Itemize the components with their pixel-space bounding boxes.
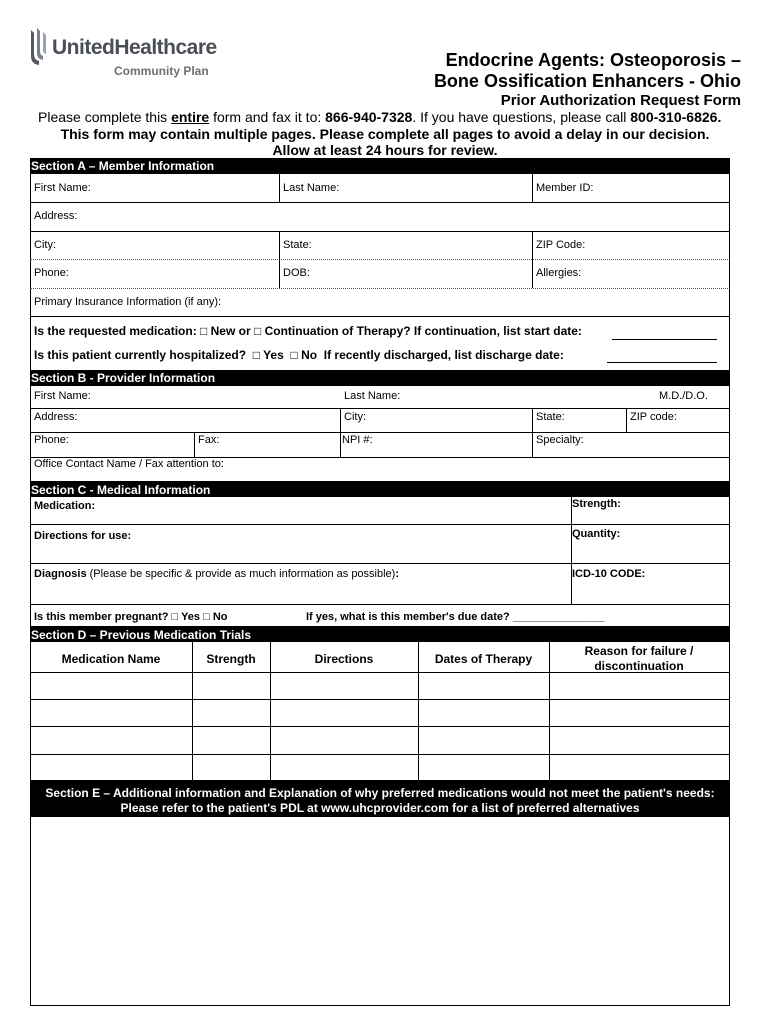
additional-info-textarea[interactable]: [31, 818, 729, 1005]
icd10-field[interactable]: ICD-10 CODE:: [572, 568, 646, 580]
trial-cell[interactable]: [31, 673, 192, 699]
section-b-header: Section B - Provider Information: [30, 370, 730, 386]
col-medication-name: Medication Name: [61, 652, 161, 666]
new-checkbox[interactable]: □: [200, 324, 208, 338]
provider-last-name-field[interactable]: Last Name:: [344, 390, 401, 402]
member-dob-field[interactable]: DOB:: [283, 267, 310, 279]
divider: [30, 316, 730, 317]
divider: [30, 604, 730, 605]
divider: [30, 202, 730, 203]
divider: [626, 408, 627, 432]
member-allergies-field[interactable]: Allergies:: [536, 267, 582, 279]
divider: [30, 563, 730, 564]
trial-cell[interactable]: [31, 755, 192, 780]
section-a-header: Section A – Member Information: [30, 158, 730, 174]
member-zip-field[interactable]: ZIP Code:: [536, 239, 586, 251]
logo-subtitle: Community Plan: [114, 64, 209, 78]
provider-npi-field[interactable]: NPI #:: [342, 434, 373, 446]
divider: [30, 288, 730, 289]
form-title-line3: Prior Authorization Request Form: [500, 92, 741, 109]
start-date-line[interactable]: [612, 339, 717, 340]
divider: [532, 174, 533, 202]
trial-cell[interactable]: [31, 727, 192, 754]
due-date-question[interactable]: If yes, what is this member's due date? _______________: [306, 611, 605, 623]
member-first-name-field[interactable]: First Name:: [34, 182, 91, 194]
provider-zip-field[interactable]: ZIP code:: [630, 411, 677, 423]
divider: [279, 231, 280, 288]
review-time-notice: Allow at least 24 hours for review.: [272, 142, 498, 158]
medication-field[interactable]: Medication:: [34, 500, 96, 512]
divider: [194, 432, 195, 457]
divider: [279, 174, 280, 202]
directions-field[interactable]: Directions for use:: [34, 530, 132, 542]
member-last-name-field[interactable]: Last Name:: [283, 182, 340, 194]
unitedhealthcare-logo-icon: [28, 28, 48, 66]
diagnosis-field[interactable]: Diagnosis (Please be specific & provide as much information as possible):: [34, 568, 400, 580]
phone-number: 800-310-6826: [630, 109, 718, 125]
fax-instructions: Please complete this entire form and fax it to: 866-940-7328. If you have questions, please call 800-310-6826.: [38, 109, 722, 125]
medication-status-question: Is the requested medication: □ New or □ Continuation of Therapy? If continuation, list start date:: [34, 324, 582, 338]
member-address-field[interactable]: Address:: [34, 210, 78, 222]
section-d-header: Section D – Previous Medication Trials: [30, 626, 730, 642]
col-directions: Directions: [314, 652, 374, 666]
logo-name: UnitedHealthcare: [52, 36, 217, 59]
pregnancy-question: Is this member pregnant? □ Yes □ No: [34, 611, 228, 623]
divider: [532, 231, 533, 288]
divider: [30, 432, 730, 433]
provider-city-field[interactable]: City:: [344, 411, 366, 423]
divider: [30, 231, 730, 232]
provider-specialty-field[interactable]: Specialty:: [536, 434, 584, 446]
pregnant-yes-checkbox[interactable]: □: [171, 611, 179, 623]
provider-first-name-field[interactable]: First Name:: [34, 390, 91, 402]
col-dates-of-therapy: Dates of Therapy: [434, 652, 533, 666]
form-title-line1: Endocrine Agents: Osteoporosis –: [445, 50, 741, 70]
office-contact-field[interactable]: Office Contact Name / Fax attention to:: [34, 458, 224, 470]
fax-number: 866-940-7328: [325, 109, 413, 125]
multi-page-notice: This form may contain multiple pages. Please complete all pages to avoid a delay in our decision.: [60, 126, 710, 142]
provider-fax-field[interactable]: Fax:: [198, 434, 220, 446]
section-e-title: Section E – Additional information and Explanation of why preferred medications would not meet the patient's needs:: [45, 786, 715, 800]
member-city-field[interactable]: City:: [34, 239, 56, 251]
primary-insurance-field[interactable]: Primary Insurance Information (if any):: [34, 296, 222, 308]
member-phone-field[interactable]: Phone:: [34, 267, 69, 279]
md-do-label: M.D./D.O.: [659, 390, 708, 402]
hospitalized-no-checkbox[interactable]: □: [290, 348, 298, 362]
divider: [571, 497, 572, 604]
quantity-field[interactable]: Quantity:: [572, 528, 621, 540]
section-c-header: Section C - Medical Information: [30, 481, 730, 497]
discharge-date-line[interactable]: [607, 362, 717, 363]
member-state-field[interactable]: State:: [283, 239, 312, 251]
divider: [30, 408, 730, 409]
provider-address-field[interactable]: Address:: [34, 411, 78, 423]
divider: [30, 524, 730, 525]
hospitalized-question: Is this patient currently hospitalized? □ Yes □ No If recently discharged, list discharge date:: [34, 348, 564, 362]
provider-phone-field[interactable]: Phone:: [34, 434, 69, 446]
form-border-right: [729, 158, 730, 1006]
form-title-line2: Bone Ossification Enhancers - Ohio: [433, 71, 741, 91]
pregnant-no-checkbox[interactable]: □: [203, 611, 210, 623]
strength-field[interactable]: Strength:: [572, 498, 621, 510]
trial-cell[interactable]: [31, 700, 192, 726]
col-strength: Strength: [206, 652, 256, 666]
divider: [549, 642, 550, 780]
col-reason-for-failure: Reason for failure / discontinuation: [584, 644, 694, 673]
continuation-checkbox[interactable]: □: [254, 324, 262, 338]
section-e-subtitle: Please refer to the patient's PDL at www.uhcprovider.com for a list of preferred alternatives: [120, 801, 640, 815]
hospitalized-yes-checkbox[interactable]: □: [252, 348, 260, 362]
divider: [532, 408, 533, 457]
provider-state-field[interactable]: State:: [536, 411, 565, 423]
member-id-field[interactable]: Member ID:: [536, 182, 594, 194]
divider: [30, 259, 730, 260]
form-border-bottom: [30, 1005, 730, 1006]
divider: [340, 408, 341, 457]
